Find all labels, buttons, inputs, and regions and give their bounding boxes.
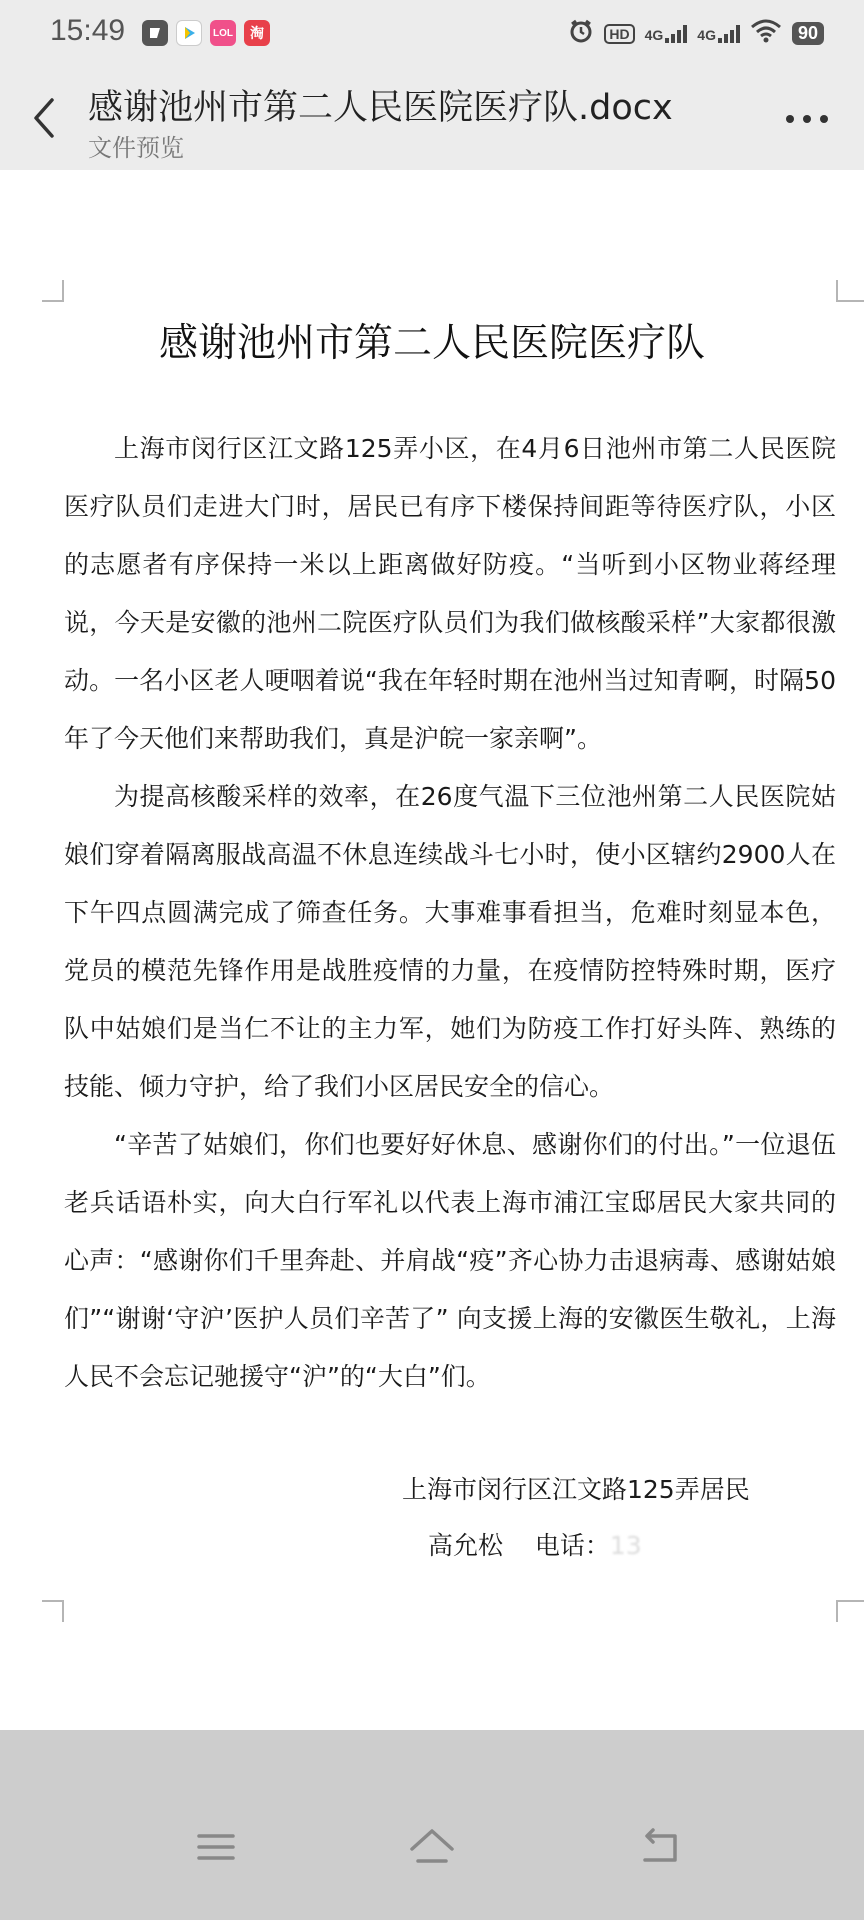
app-bar — [0, 66, 864, 170]
notification-icons — [142, 20, 270, 46]
chevron-left-icon — [30, 96, 58, 140]
signature-name: 高允松 — [428, 1531, 504, 1560]
signal-strength-icon-2 — [697, 25, 740, 43]
back-nav-button[interactable] — [630, 1822, 690, 1872]
signature-residents: 上海市闵行区江文路125弄居民 — [402, 1475, 750, 1504]
battery-icon: 90 — [792, 22, 824, 45]
document-file-title: 感谢池州市第二人民医院医疗队.docx — [88, 88, 673, 128]
page-corner-mark — [836, 1600, 864, 1622]
paragraph: 上海市闵行区江文路125弄小区，在4月6日池州市第二人民医院医疗队员们走进大门时，居民已有序下楼保持间距等待医疗队，小区的志愿者有序保持一米以上距离做好防疫。“当听到小区物业蒋经理说，今天是安徽的池州二院医疗队员们为我们做核酸采样”大家都很激动。一名小区老人哽咽着说“我在年轻时期在池州当过知青啊，时隔50年了今天他们来帮助我们，真是沪皖一家亲啊”。 — [64, 434, 836, 753]
page-corner-mark — [42, 280, 64, 302]
paragraph: 为提高核酸采样的效率，在26度气温下三位池州第二人民医院姑娘们穿着隔离服战高温不休息连续战斗七小时，使小区辖约2900人在下午四点圆满完成了筛查任务。大事难事看担当，危难时刻显本色，党员的模范先锋作用是战胜疫情的力量，在疫情防控特殊时期，医疗队中姑娘们是当仁不让的主力军，她们为防疫工作打好头阵、熟练的技能、倾力守护，给了我们小区居民安全的信心。 — [64, 782, 836, 1101]
signature-contact — [428, 1526, 642, 1562]
recent-apps-button[interactable] — [186, 1822, 246, 1872]
wifi-icon — [750, 19, 782, 48]
system-navigation-bar — [0, 1730, 864, 1920]
document-body — [64, 420, 836, 1406]
file-preview-label: 文件预览 — [88, 134, 184, 162]
home-button[interactable] — [402, 1822, 462, 1872]
menu-icon — [196, 1831, 236, 1863]
network-type-2: 4G — [697, 26, 716, 43]
home-icon — [408, 1827, 456, 1867]
status-time: 15:49 — [50, 14, 126, 47]
status-bar — [0, 0, 864, 66]
hd-voice-icon: HD — [604, 24, 634, 44]
signal-strength-icon-1 — [645, 25, 688, 43]
taobao-app-icon: 淘 — [244, 20, 270, 46]
app-notification-icon — [142, 20, 168, 46]
phone-number-redacted: 13 — [609, 1531, 642, 1560]
shopping-app-icon: LOL — [210, 20, 236, 46]
network-type-1: 4G — [644, 26, 664, 43]
alarm-icon — [568, 18, 594, 49]
document-page[interactable] — [0, 170, 864, 1730]
phone-label: 电话： — [534, 1531, 610, 1560]
page-corner-mark — [836, 280, 864, 302]
more-horizontal-icon — [785, 114, 829, 124]
back-button[interactable] — [22, 90, 66, 146]
paragraph: “辛苦了姑娘们，你们也要好好休息、感谢你们的付出。”一位退伍老兵话语朴实，向大白行军礼以代表上海市浦江宝邸居民大家共同的心声：“感谢你们千里奔赴、并肩战“疫”齐心协力击退病毒、感谢姑娘们”“谢谢‘守沪’医护人员们辛苦了” 向支援上海的安徽医生敬礼，上海人民不会忘记驰援守“沪”的“大白”们。 — [64, 1130, 836, 1391]
page-corner-mark — [42, 1600, 64, 1622]
media-player-icon — [176, 20, 202, 46]
more-options-button[interactable] — [780, 94, 834, 144]
back-arrow-icon — [639, 1828, 681, 1866]
system-status-icons — [568, 18, 824, 49]
document-heading: 感谢池州市第二人民医院医疗队 — [158, 321, 705, 366]
